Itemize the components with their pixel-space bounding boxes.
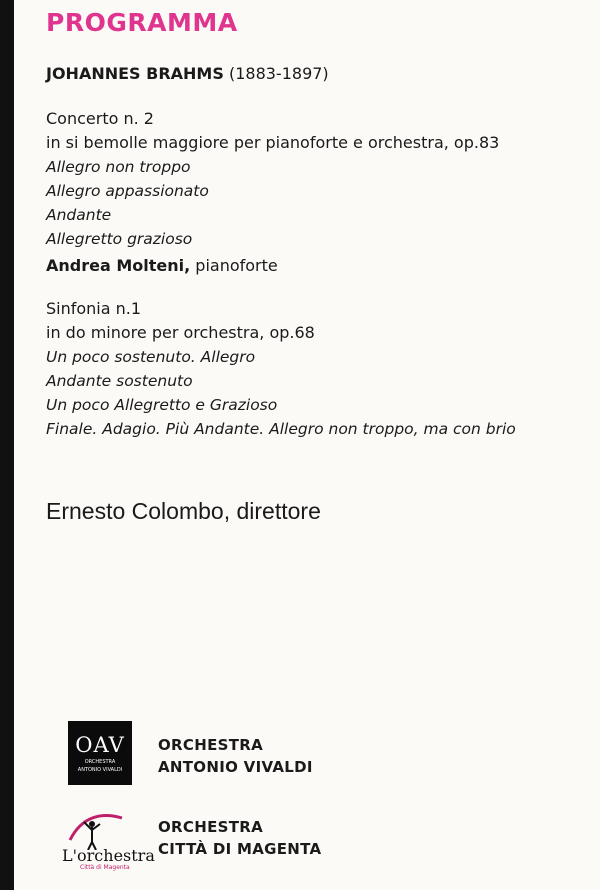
composer-name: JOHANNES BRAHMS	[46, 64, 224, 83]
orchestra-line2: ANTONIO VIVALDI	[158, 758, 313, 776]
soloist	[46, 253, 499, 279]
movement-item: Andante	[46, 206, 112, 224]
composer-dates: (1883-1897)	[228, 64, 329, 83]
movement-item: Andante sostenuto	[46, 372, 193, 390]
orchestra-line2: CITTÀ DI MAGENTA	[158, 840, 322, 858]
orchestra-magenta	[158, 816, 321, 860]
magenta-logo-sub: Città di Magenta	[80, 864, 130, 871]
left-edge-strip	[0, 0, 14, 890]
conductor: Ernesto Colombo, direttore	[46, 498, 321, 524]
movement-item: Allegro appassionato	[46, 182, 209, 200]
orchestra-line1: ORCHESTRA	[158, 736, 264, 754]
concerto-block	[46, 107, 499, 279]
symphony-subtitle: in do minore per orchestra, op.68	[46, 323, 315, 342]
oav-logo-caption-2: ANTONIO VIVALDI	[77, 767, 123, 773]
conductor-figure-svg	[62, 810, 142, 850]
composer-heading	[46, 64, 329, 83]
soloist-name: Andrea Molteni,	[46, 256, 191, 275]
movement-item: Allegretto grazioso	[46, 230, 193, 248]
magenta-logo-text: L'orchestra	[62, 846, 155, 865]
movement-item: Allegro non troppo	[46, 158, 191, 176]
symphony-title: Sinfonia n.1	[46, 299, 142, 318]
conductor-figure-icon	[62, 810, 155, 872]
soloist-role: pianoforte	[195, 256, 278, 275]
movement-item: Finale. Adagio. Più Andante. Allegro non troppo, ma con brio	[46, 420, 516, 438]
page-title: PROGRAMMA	[46, 8, 238, 37]
oav-logo-icon	[68, 721, 132, 785]
movement-item: Un poco Allegretto e Grazioso	[46, 396, 278, 414]
oav-logo-caption-1: ORCHESTRA	[84, 759, 116, 765]
orchestra-line1: ORCHESTRA	[158, 818, 264, 836]
orchestra-vivaldi	[158, 734, 313, 778]
concerto-subtitle: in si bemolle maggiore per pianoforte e orchestra, op.83	[46, 133, 500, 152]
symphony-block	[46, 297, 516, 441]
oav-logo-mark: OAV	[75, 733, 125, 757]
concerto-title: Concerto n. 2	[46, 109, 154, 128]
movement-item: Un poco sostenuto. Allegro	[46, 348, 256, 366]
